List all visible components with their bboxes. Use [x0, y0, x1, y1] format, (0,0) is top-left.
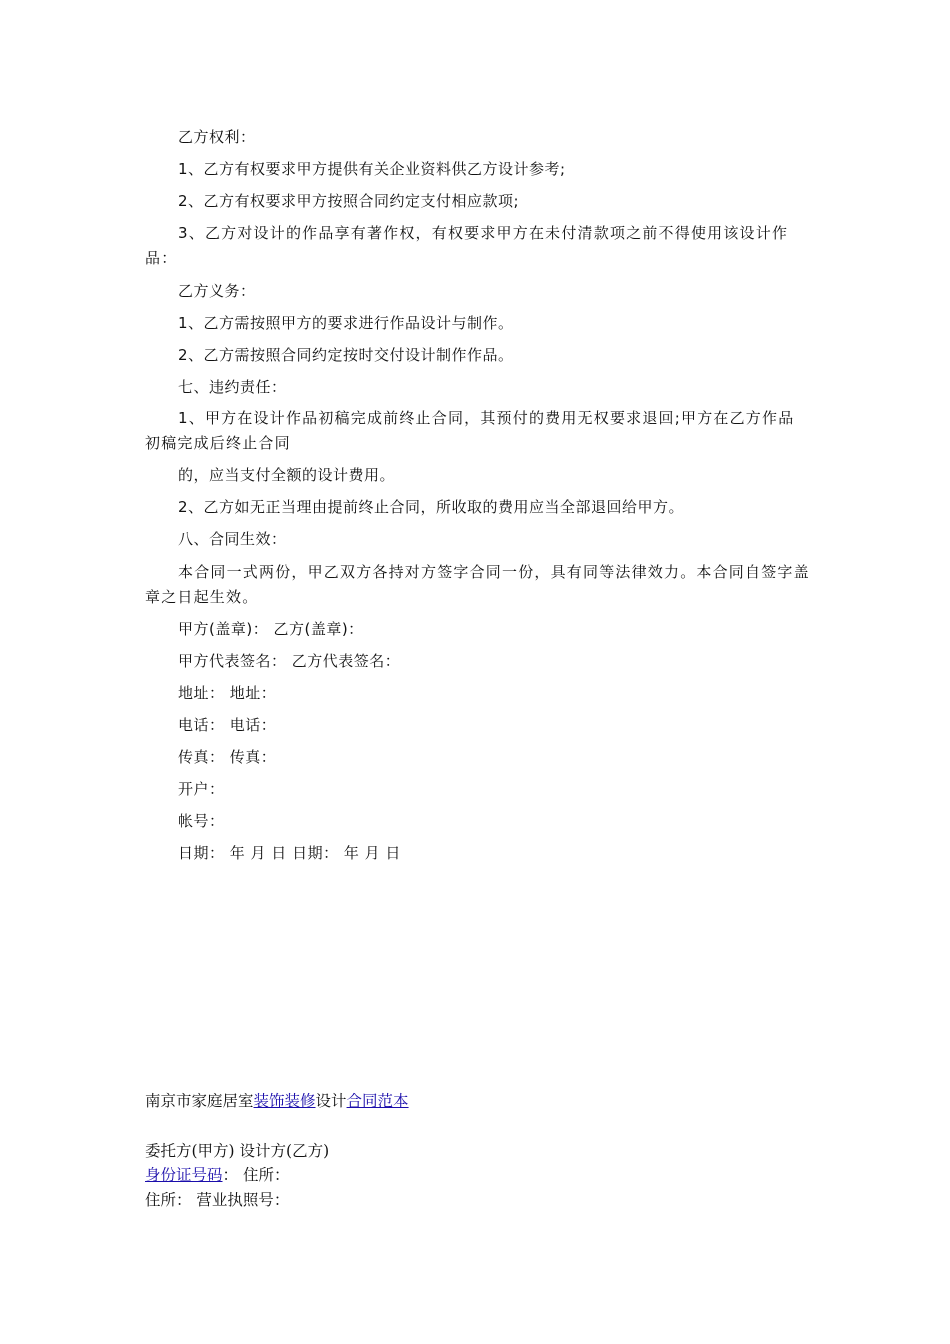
decoration-link[interactable]: 装饰装修	[253, 1092, 316, 1110]
section-heading-effectiveness: 八、合同生效：	[178, 530, 287, 548]
paragraph-duty-2: 2、乙方需按照合同约定按时交付设计制作作品。	[178, 346, 514, 364]
next-contract-title	[145, 1090, 810, 1113]
paragraph-right-3: 3、乙方对设计的作品享有著作权，有权要求甲方在未付清款项之前不得使用该设计作品：	[145, 224, 789, 267]
parties-line: 委托方(甲方) 设计方(乙方)	[145, 1142, 330, 1160]
contract-template-link[interactable]: 合同范本	[346, 1092, 409, 1110]
paragraph-party-b-duties-heading: 乙方义务：	[178, 282, 256, 300]
signature-address-line: 地址： 地址：	[178, 684, 277, 702]
section-heading-breach-liability: 七、违约责任：	[178, 378, 287, 396]
id-number-line	[145, 1164, 810, 1187]
title-text: 设计	[315, 1092, 347, 1110]
paragraph-duty-1: 1、乙方需按照甲方的要求进行作品设计与制作。	[178, 314, 514, 332]
paragraph-breach-2: 2、乙方如无正当理由提前终止合同，所收取的费用应当全部退回给甲方。	[178, 498, 685, 516]
paragraph-right-1: 1、乙方有权要求甲方提供有关企业资料供乙方设计参考;	[178, 160, 566, 178]
signature-bank-line: 开户：	[178, 780, 225, 798]
signature-representative-line: 甲方代表签名： 乙方代表签名：	[178, 652, 401, 670]
paragraph-effectiveness: 本合同一式两份，甲乙双方各持对方签字合同一份，具有同等法律效力。本合同自签字盖章之日起生效。	[145, 563, 810, 606]
id-number-rest: ： 住所：	[222, 1166, 290, 1184]
residence-license-line: 住所： 营业执照号：	[145, 1191, 290, 1209]
signature-seal-line: 甲方(盖章)： 乙方(盖章)：	[178, 620, 364, 638]
signature-date-line: 日期： 年 月 日 日期： 年 月 日	[178, 844, 401, 862]
paragraph-right-2: 2、乙方有权要求甲方按照合同约定支付相应款项;	[178, 192, 520, 210]
title-text: 南京市家庭居室	[145, 1092, 254, 1110]
id-number-link[interactable]: 身份证号码	[145, 1166, 223, 1184]
signature-account-line: 帐号：	[178, 812, 225, 830]
paragraph-breach-1-continued: 的，应当支付全额的设计费用。	[178, 466, 396, 484]
paragraph-breach-1: 1、甲方在设计作品初稿完成前终止合同，其预付的费用无权要求退回;甲方在乙方作品初稿完成后终止合同	[145, 409, 795, 452]
signature-phone-line: 电话： 电话：	[178, 716, 277, 734]
paragraph-party-b-rights-heading: 乙方权利：	[178, 128, 256, 146]
signature-fax-line: 传真： 传真：	[178, 748, 277, 766]
